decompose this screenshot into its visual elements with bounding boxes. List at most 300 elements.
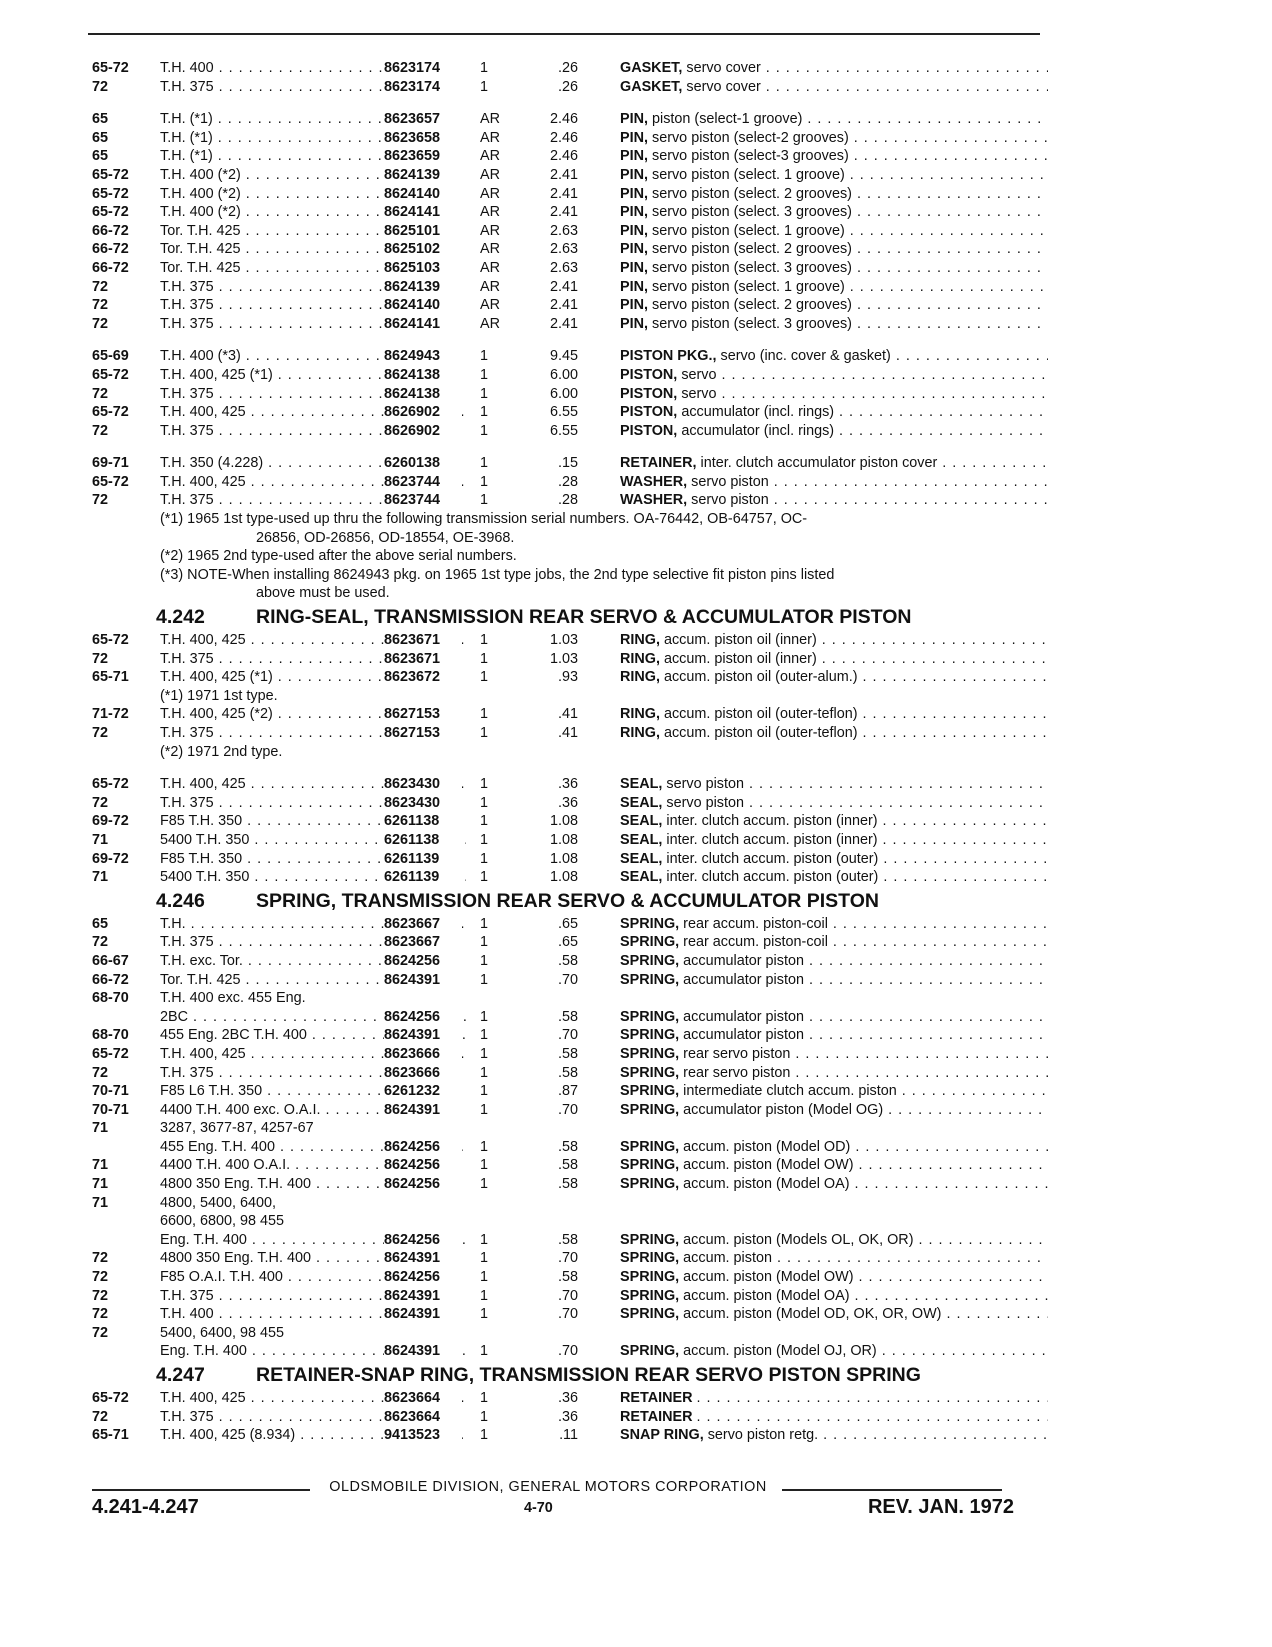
parts-row [92,222,1048,241]
price: .36 [557,794,578,811]
part-name: PIN, [620,111,648,128]
price: 2.63 [549,259,578,276]
model-application: T.H. 375 . . . [160,724,466,743]
part-name: PIN, [620,259,648,276]
parts-row [92,1212,1048,1231]
part-name: RING, [620,632,660,649]
price: .70 [557,1101,578,1118]
part-description [620,705,1048,724]
quantity: 1 [480,1083,489,1100]
model-application: T.H. 375 . . . [160,78,466,97]
model-application: T.H. 400, 425 (*1) . . . [160,668,466,687]
part-name: GASKET, [620,78,683,95]
parts-row [92,1408,1048,1427]
part-name: SPRING, [620,1343,680,1360]
model-year: 70-71 [92,1083,129,1100]
parts-row [92,385,1048,404]
model-year: 69-72 [92,850,129,867]
model-application: T.H. 400 . . . [160,1305,466,1324]
part-number: 8623430 [384,794,462,813]
footnote-1-line-a: (*1) 1965 1st type-used up thru the following transmission serial numbers. OA-76442, OB-64757, OC- [160,511,808,528]
part-description [620,1101,1048,1120]
part-name: PIN, [620,222,648,239]
model-year: 65-72 [92,1045,129,1062]
footnote-3 [92,566,1048,603]
part-number: 8623664 [384,1389,462,1408]
model-application: T.H. 375 . . . [160,650,466,669]
part-description [620,1231,1048,1250]
parts-row [92,1064,1048,1083]
model-application: 5400 T.H. 350 . . . [160,868,466,887]
model-application: T.H. 375 . . . [160,1408,466,1427]
price: .70 [557,1306,578,1323]
price: .41 [557,725,578,741]
model-year: 68-70 [92,1027,129,1044]
model-application: T.H. 375 . . . [160,315,466,334]
price: 2.63 [549,222,578,239]
pin-rows [92,110,1048,333]
part-detail: servo piston (select. 2 grooves) [652,297,852,314]
part-description [620,1305,1048,1324]
part-number: 8624256 [384,952,462,971]
part-description [620,650,1048,669]
parts-row [92,1324,1048,1343]
price: .70 [557,1027,578,1044]
model-year: 69-72 [92,813,129,830]
part-name: PISTON, [620,385,678,402]
model-year: 72 [92,725,109,741]
model-year: 66-72 [92,971,129,988]
spring-rows [92,915,1048,1361]
part-name: SPRING, [620,1250,680,1267]
model-year: 65-72 [92,60,129,76]
price: .58 [557,1138,578,1155]
footer-section-range: 4.241-4.247 [92,1496,199,1518]
parts-row [92,868,1048,887]
part-description [620,1268,1048,1287]
part-detail: accum. piston (Models OL, OK, OR) [683,1231,914,1248]
part-detail: accum. piston (Model OA) [683,1176,850,1193]
price: 2.46 [549,148,578,165]
parts-row [92,166,1048,185]
part-description [620,454,1048,473]
parts-row [92,1175,1048,1194]
part-number: 8626902 [384,403,462,422]
quantity: 1 [480,385,489,402]
part-detail: inter. clutch accum. piston (inner) [666,813,878,830]
quantity: AR [480,204,500,221]
model-year: 71 [92,1176,109,1193]
quantity: 1 [480,971,489,988]
parts-row [92,473,1048,492]
part-detail: rear accum. piston-coil [683,934,828,951]
part-name: SPRING, [620,1231,680,1248]
model-year: 71-72 [92,706,129,723]
price: .36 [557,776,578,793]
footnote-1 [92,510,1048,547]
model-application: T.H. 400, 425 . . . [160,1389,466,1408]
quantity: 1 [480,404,489,421]
parts-row [92,850,1048,869]
price: .70 [557,1287,578,1304]
parts-row [92,366,1048,385]
quantity: 1 [480,1101,489,1118]
part-detail: inter. clutch accum. piston (outer) [666,869,879,886]
model-year: 65-71 [92,1427,129,1444]
model-application: 3287, 3677-87, 4257-67 [160,1120,314,1137]
part-detail: inter. clutch accum. piston (inner) [666,831,878,848]
model-year: 72 [92,315,109,332]
part-number: 6261232 [384,1082,462,1101]
price: .26 [557,60,578,76]
price: .58 [557,1176,578,1193]
model-year: 72 [92,1408,109,1425]
model-application: 455 Eng. 2BC T.H. 400 . . . [160,1026,466,1045]
model-application: T.H. 400, 425 . . . [160,403,466,422]
part-number: 8623174 [384,78,462,97]
parts-row [92,78,1048,97]
model-application: T.H. 400, 425 . . . [160,775,466,794]
model-application: 2BC . . . [160,1008,466,1027]
part-name: SPRING, [620,971,680,988]
part-detail: inter. clutch accum. piston (outer) [666,850,879,867]
model-year: 71 [92,1157,109,1174]
part-name: SEAL, [620,813,663,830]
part-description [620,1175,1048,1194]
parts-row [92,454,1048,473]
quantity: 1 [480,669,489,686]
price: .15 [557,455,578,472]
price: .58 [557,1157,578,1174]
price: 2.46 [549,111,578,128]
model-application: Eng. T.H. 400 . . . [160,1231,466,1250]
model-year: 72 [92,385,109,402]
quantity: AR [480,111,500,128]
part-description [620,831,1048,850]
parts-row [92,1268,1048,1287]
part-number: 6260138 [384,454,462,473]
part-detail: servo piston (select. 3 grooves) [652,315,852,332]
part-detail: accumulator piston [683,1027,804,1044]
parts-row [92,1082,1048,1101]
price: 2.41 [549,204,578,221]
quantity: 1 [480,1231,489,1248]
part-number: 8624140 [384,296,462,315]
model-year: 65 [92,129,109,146]
part-number: 8624140 [384,185,462,204]
parts-row [92,403,1048,422]
part-number: 8624256 [384,1175,462,1194]
quantity: 1 [480,725,489,741]
part-description [620,166,1048,185]
part-number: 6261138 [384,831,462,850]
price: 1.03 [549,650,578,667]
price: 2.41 [549,278,578,295]
quantity: 1 [480,1427,489,1444]
part-name: SEAL, [620,776,663,793]
price: .58 [557,952,578,969]
quantity: AR [480,315,500,332]
part-description [620,1408,1048,1427]
part-name: SNAP RING, [620,1427,704,1444]
model-application: Tor. T.H. 425 . . . [160,259,466,278]
model-year: 65-72 [92,1390,129,1406]
part-detail: accum. piston oil (inner) [663,650,817,667]
part-number: 8623667 [384,933,462,952]
retainer-washer-rows [92,454,1048,510]
model-year: 65-72 [92,473,129,490]
part-name: SPRING, [620,1269,680,1286]
quantity: 1 [480,1306,489,1323]
quantity: 1 [480,1343,489,1360]
part-detail: accum. piston (Model OW) [683,1157,854,1174]
ring-rows-b [92,705,1048,742]
quantity: AR [480,278,500,295]
part-name: RING, [620,725,660,741]
part-name: SPRING, [620,1045,680,1062]
quantity: 1 [480,1045,489,1062]
part-name: PIN, [620,166,648,183]
price: .58 [557,1269,578,1286]
part-detail: servo piston [691,492,769,509]
model-application: Eng. T.H. 400 . . . [160,1342,466,1361]
part-description [620,278,1048,297]
parts-row [92,147,1048,166]
part-number: 8625102 [384,240,462,259]
part-number: 8623174 [384,59,462,78]
part-number: 8624256 [384,1231,462,1250]
quantity: AR [480,129,500,146]
model-year: 66-72 [92,241,129,258]
part-name: SEAL, [620,869,663,886]
parts-row [92,491,1048,510]
section-title: RETAINER-SNAP RING, TRANSMISSION REAR SERVO PISTON SPRING [256,1364,921,1386]
parts-row [92,1287,1048,1306]
part-name: SPRING, [620,1008,680,1025]
quantity: AR [480,241,500,258]
model-year: 66-72 [92,222,129,239]
model-year: 71 [92,1194,109,1211]
parts-row [92,129,1048,148]
part-detail: servo [681,366,717,383]
model-application: T.H. 400, 425 . . . [160,1045,466,1064]
model-year: 65 [92,111,109,128]
part-number: 8623657 [384,110,462,129]
part-number: 8624141 [384,203,462,222]
part-number: 8626902 [384,422,462,441]
model-application: F85 O.A.I. T.H. 400 . . . [160,1268,466,1287]
parts-row [92,831,1048,850]
part-name: WASHER, [620,492,688,509]
parts-row [92,952,1048,971]
part-detail: accum. piston oil (outer-teflon) [663,706,858,723]
quantity: AR [480,185,500,202]
part-number: 8623671 [384,650,462,669]
part-detail: servo [681,385,717,402]
model-application: Tor. T.H. 425 . . . [160,240,466,259]
model-year: 66-67 [92,952,129,969]
part-description [620,147,1048,166]
part-description [620,347,1048,366]
part-number: 8625103 [384,259,462,278]
part-number: 8623430 [384,775,462,794]
part-detail: servo piston (select. 2 grooves) [652,185,852,202]
part-detail: accum. piston oil (outer-alum.) [663,669,858,686]
quantity: 1 [480,473,489,490]
part-description [620,1064,1048,1083]
footer-revision: REV. JAN. 1972 [867,1496,1014,1518]
part-number: 6261139 [384,850,462,869]
price: 1.08 [549,850,578,867]
part-detail: accumulator piston [683,1008,804,1025]
price: .93 [557,669,578,686]
parts-row [92,296,1048,315]
model-application: T.H. 375 . . . [160,296,466,315]
price: .58 [557,1008,578,1025]
price: 6.00 [549,366,578,383]
quantity: 1 [480,78,489,95]
footer-corporation: OLDSMOBILE DIVISION, GENERAL MOTORS CORPORATION [329,1479,767,1495]
part-name: PISTON, [620,404,678,421]
model-year: 65-72 [92,366,129,383]
part-detail: rear servo piston [683,1045,791,1062]
part-description [620,1287,1048,1306]
price: .36 [557,1408,578,1425]
price: .26 [557,78,578,95]
part-description [620,78,1048,97]
quantity: AR [480,148,500,165]
ring-note-2: (*2) 1971 2nd type. [160,743,283,760]
snap-ring-rows [92,1389,1048,1445]
parts-row [92,724,1048,743]
model-application: T.H. exc. Tor. . . . [160,952,466,971]
model-year: 72 [92,1306,109,1323]
parts-row [92,1389,1048,1408]
part-description [620,794,1048,813]
model-year: 72 [92,1250,109,1267]
part-detail: servo piston retg. [707,1427,819,1444]
part-detail: accum. piston (Model OD, OK, OR, OW) [683,1306,942,1323]
model-year: 65 [92,148,109,165]
part-name: PIN, [620,185,648,202]
part-number: 8627153 [384,705,462,724]
part-description [620,1045,1048,1064]
model-application: Tor. T.H. 425 . . . [160,222,466,241]
part-number: 8624138 [384,366,462,385]
section-number: 4.246 [156,889,205,912]
parts-row [92,259,1048,278]
model-year: 72 [92,794,109,811]
part-description [620,185,1048,204]
price: 9.45 [549,348,578,365]
model-application: T.H. 400 (*2) . . . [160,203,466,222]
price: .70 [557,1250,578,1267]
price: .11 [559,1427,578,1444]
quantity: 1 [480,1250,489,1267]
part-number: 8623744 [384,473,462,492]
parts-row [92,347,1048,366]
quantity: 1 [480,1390,489,1406]
part-name: PISTON PKG., [620,348,717,365]
part-detail: piston (select-1 groove) [652,111,803,128]
part-name: PIN, [620,241,648,258]
part-description [620,240,1048,259]
part-name: SPRING, [620,1064,680,1081]
part-description [620,110,1048,129]
section-heading-4242 [92,603,1048,631]
parts-row [92,1101,1048,1120]
part-detail: accumulator (incl. rings) [681,404,835,421]
part-number: 8624391 [384,1287,462,1306]
part-number: 8623666 [384,1064,462,1083]
parts-row [92,631,1048,650]
model-application: 4400 T.H. 400 O.A.I. . . . [160,1156,466,1175]
quantity: 1 [480,1408,489,1425]
price: 2.63 [549,241,578,258]
part-description [620,1426,1048,1445]
model-year: 65 [92,915,109,932]
part-description [620,473,1048,492]
model-application: Tor. T.H. 425 . . . [160,971,466,990]
parts-row [92,1008,1048,1027]
part-name: SPRING, [620,1101,680,1118]
quantity: 1 [480,1027,489,1044]
model-application: 4800 350 Eng. T.H. 400 . . . [160,1175,466,1194]
part-description [620,933,1048,952]
quantity: 1 [480,1064,489,1081]
model-year: 66-72 [92,259,129,276]
part-number: 8624391 [384,1342,462,1361]
parts-row [92,1231,1048,1250]
part-name: SPRING, [620,1157,680,1174]
model-year: 70-71 [92,1101,129,1118]
part-description [620,1008,1048,1027]
price: 6.55 [549,404,578,421]
part-detail: accumulator (incl. rings) [681,422,835,439]
price: 1.08 [549,869,578,886]
model-year: 65-69 [92,348,129,365]
seal-rows [92,775,1048,887]
price: .70 [557,1343,578,1360]
part-number: 9413523 [384,1426,462,1445]
price: .58 [557,1045,578,1062]
part-number: 8624256 [384,1008,462,1027]
ring-note-1: (*1) 1971 1st type. [160,687,278,704]
part-name: RING, [620,669,660,686]
parts-row [92,1138,1048,1157]
quantity: 1 [480,366,489,383]
parts-row [92,203,1048,222]
model-application: T.H. 400 (*2) . . . [160,185,466,204]
model-application: T.H. 375 . . . [160,422,466,441]
model-application: T.H. (*1) . . . [160,129,466,148]
model-year: 72 [92,422,109,439]
quantity: 1 [480,455,489,472]
part-number: 8623667 [384,915,462,934]
top-rule [88,33,1040,35]
footer-page-number: 4-70 [524,1500,553,1516]
parts-row [92,59,1048,78]
quantity: 1 [480,850,489,867]
part-detail: accum. piston oil (inner) [663,632,817,649]
part-number: 8623672 [384,668,462,687]
part-description [620,1389,1048,1408]
part-name: SPRING, [620,915,680,932]
price: .65 [557,915,578,932]
section-heading-4247 [92,1361,1048,1389]
quantity: 1 [480,1157,489,1174]
part-description [620,315,1048,334]
